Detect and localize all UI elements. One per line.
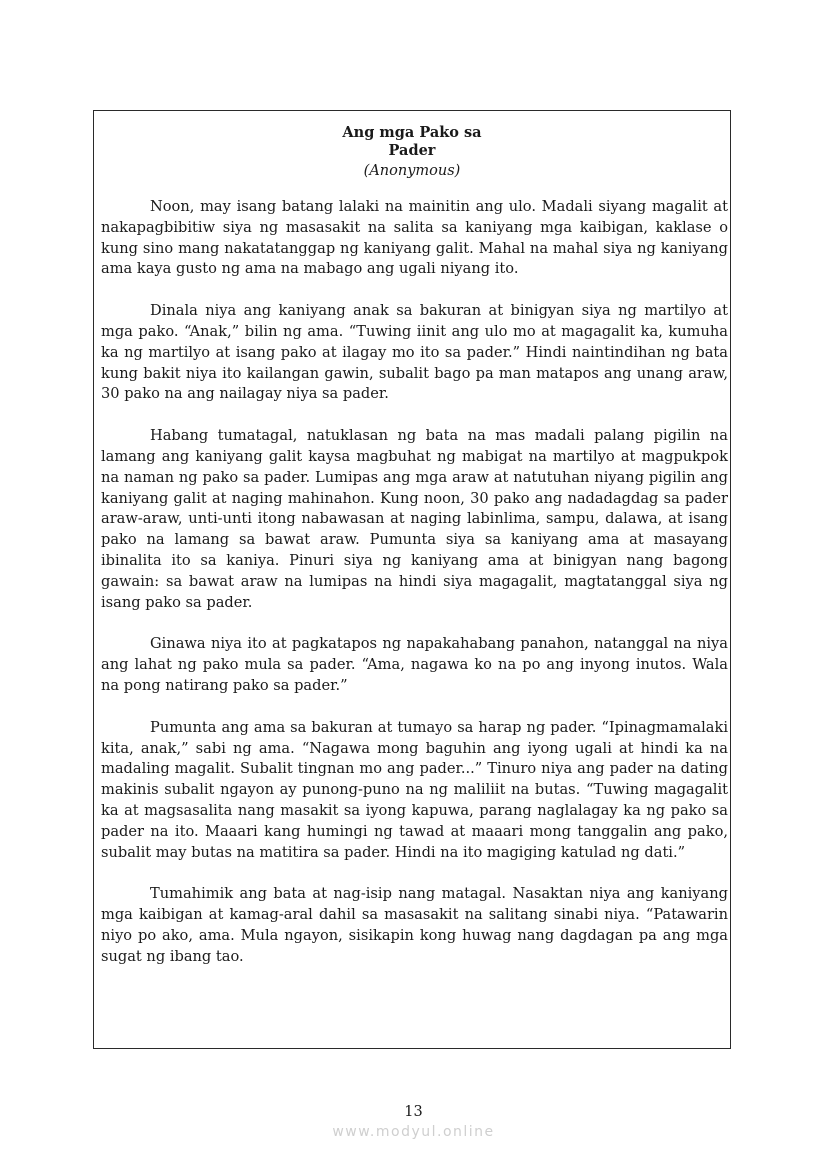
- story-paragraph-3: Habang tumatagal, natuklasan ng bata na mas madali palang pigilin na lamang ang kaniyang galit kaysa magbuhat ng mabigat na martilyo at magpukpok na naman ng pako sa pader. Lumipas ang mga araw at natutuhan niyang pigilin ang kaniyang galit at naging mahinahon. Kung noon, 30 pako ang nadadagdag sa pader araw-araw, unti-unti itong nabawasan at naging labinlima, sampu, dalawa, at isang pako na lamang sa bawat araw. Pumunta siya sa kaniyang ama at masayang ibinalita ito sa kaniya. Pinuri siya ng kaniyang ama at binigyan nang bagong gawain: sa bawat araw na lumipas na hindi siya magagalit, magtatanggal siya ng isang pako sa pader.: [101, 427, 728, 611]
- page-number: 13: [404, 1104, 423, 1120]
- watermark: www.modyul.online: [332, 1124, 495, 1140]
- story-paragraph-1: Noon, may isang batang lalaki na mainitin ang ulo. Madali siyang magalit at nakapagbibitiw siya ng masasakit na salita sa kaniyang mga kaibigan, kaklase o kung sino mang nakatatanggap ng kaniyang galit. Mahal na mahal siya ng kaniyang ama kaya gusto ng ama na mabago ang ugali niyang ito.: [101, 198, 728, 278]
- story-paragraph-6: Tumahimik ang bata at nag-isip nang matagal. Nasaktan niya ang kaniyang mga kaibigan at kamag-aral dahil sa masasakit na salitang sinabi niya. “Patawarin niyo po ako, ama. Mula ngayon, sisikapin kong huwag nang dagdagan pa ang mga sugat ng ibang tao.: [101, 885, 728, 965]
- story-paragraph-2: Dinala niya ang kaniyang anak sa bakuran at binigyan siya ng martilyo at mga pako. “Anak,” bilin ng ama. “Tuwing iinit ang ulo mo at magagalit ka, kumuha ka ng martilyo at isang pako at ilagay mo ito sa pader.” Hindi naintindihan ng bata kung bakit niya ito kailangan gawin, subalit bago pa man matapos ang unang araw, 30 pako na ang nailagay niya sa pader.: [101, 302, 728, 403]
- story-title-line-1: Ang mga Pako sa: [342, 124, 482, 141]
- story-box: [93, 110, 731, 1049]
- story-author: (Anonymous): [363, 163, 461, 179]
- story-title-line-2: Pader: [388, 142, 436, 159]
- story-body: [101, 197, 728, 989]
- story-paragraph-4: Ginawa niya ito at pagkatapos ng napakahabang panahon, natanggal na niya ang lahat ng pako mula sa pader. “Ama, nagawa ko na po ang inyong inutos. Wala na pong natirang pako sa pader.”: [101, 635, 728, 694]
- story-paragraph-5: Pumunta ang ama sa bakuran at tumayo sa harap ng pader. “Ipinagmamalaki kita, anak,” sabi ng ama. “Nagawa mong baguhin ang iyong ugali at hindi ka na madaling magalit. Subalit tingnan mo ang pader...” Tinuro niya ang pader na dating makinis subalit ngayon ay punong-puno na ng maliliit na butas. “Tuwing magagalit ka at magsasalita nang masakit sa iyong kapuwa, parang naglalagay ka ng pako sa pader na ito. Maaari kang humingi ng tawad at maaari mong tanggalin ang pako, subalit may butas na matitira sa pader. Hindi na ito magiging katulad ng dati.”: [101, 718, 728, 861]
